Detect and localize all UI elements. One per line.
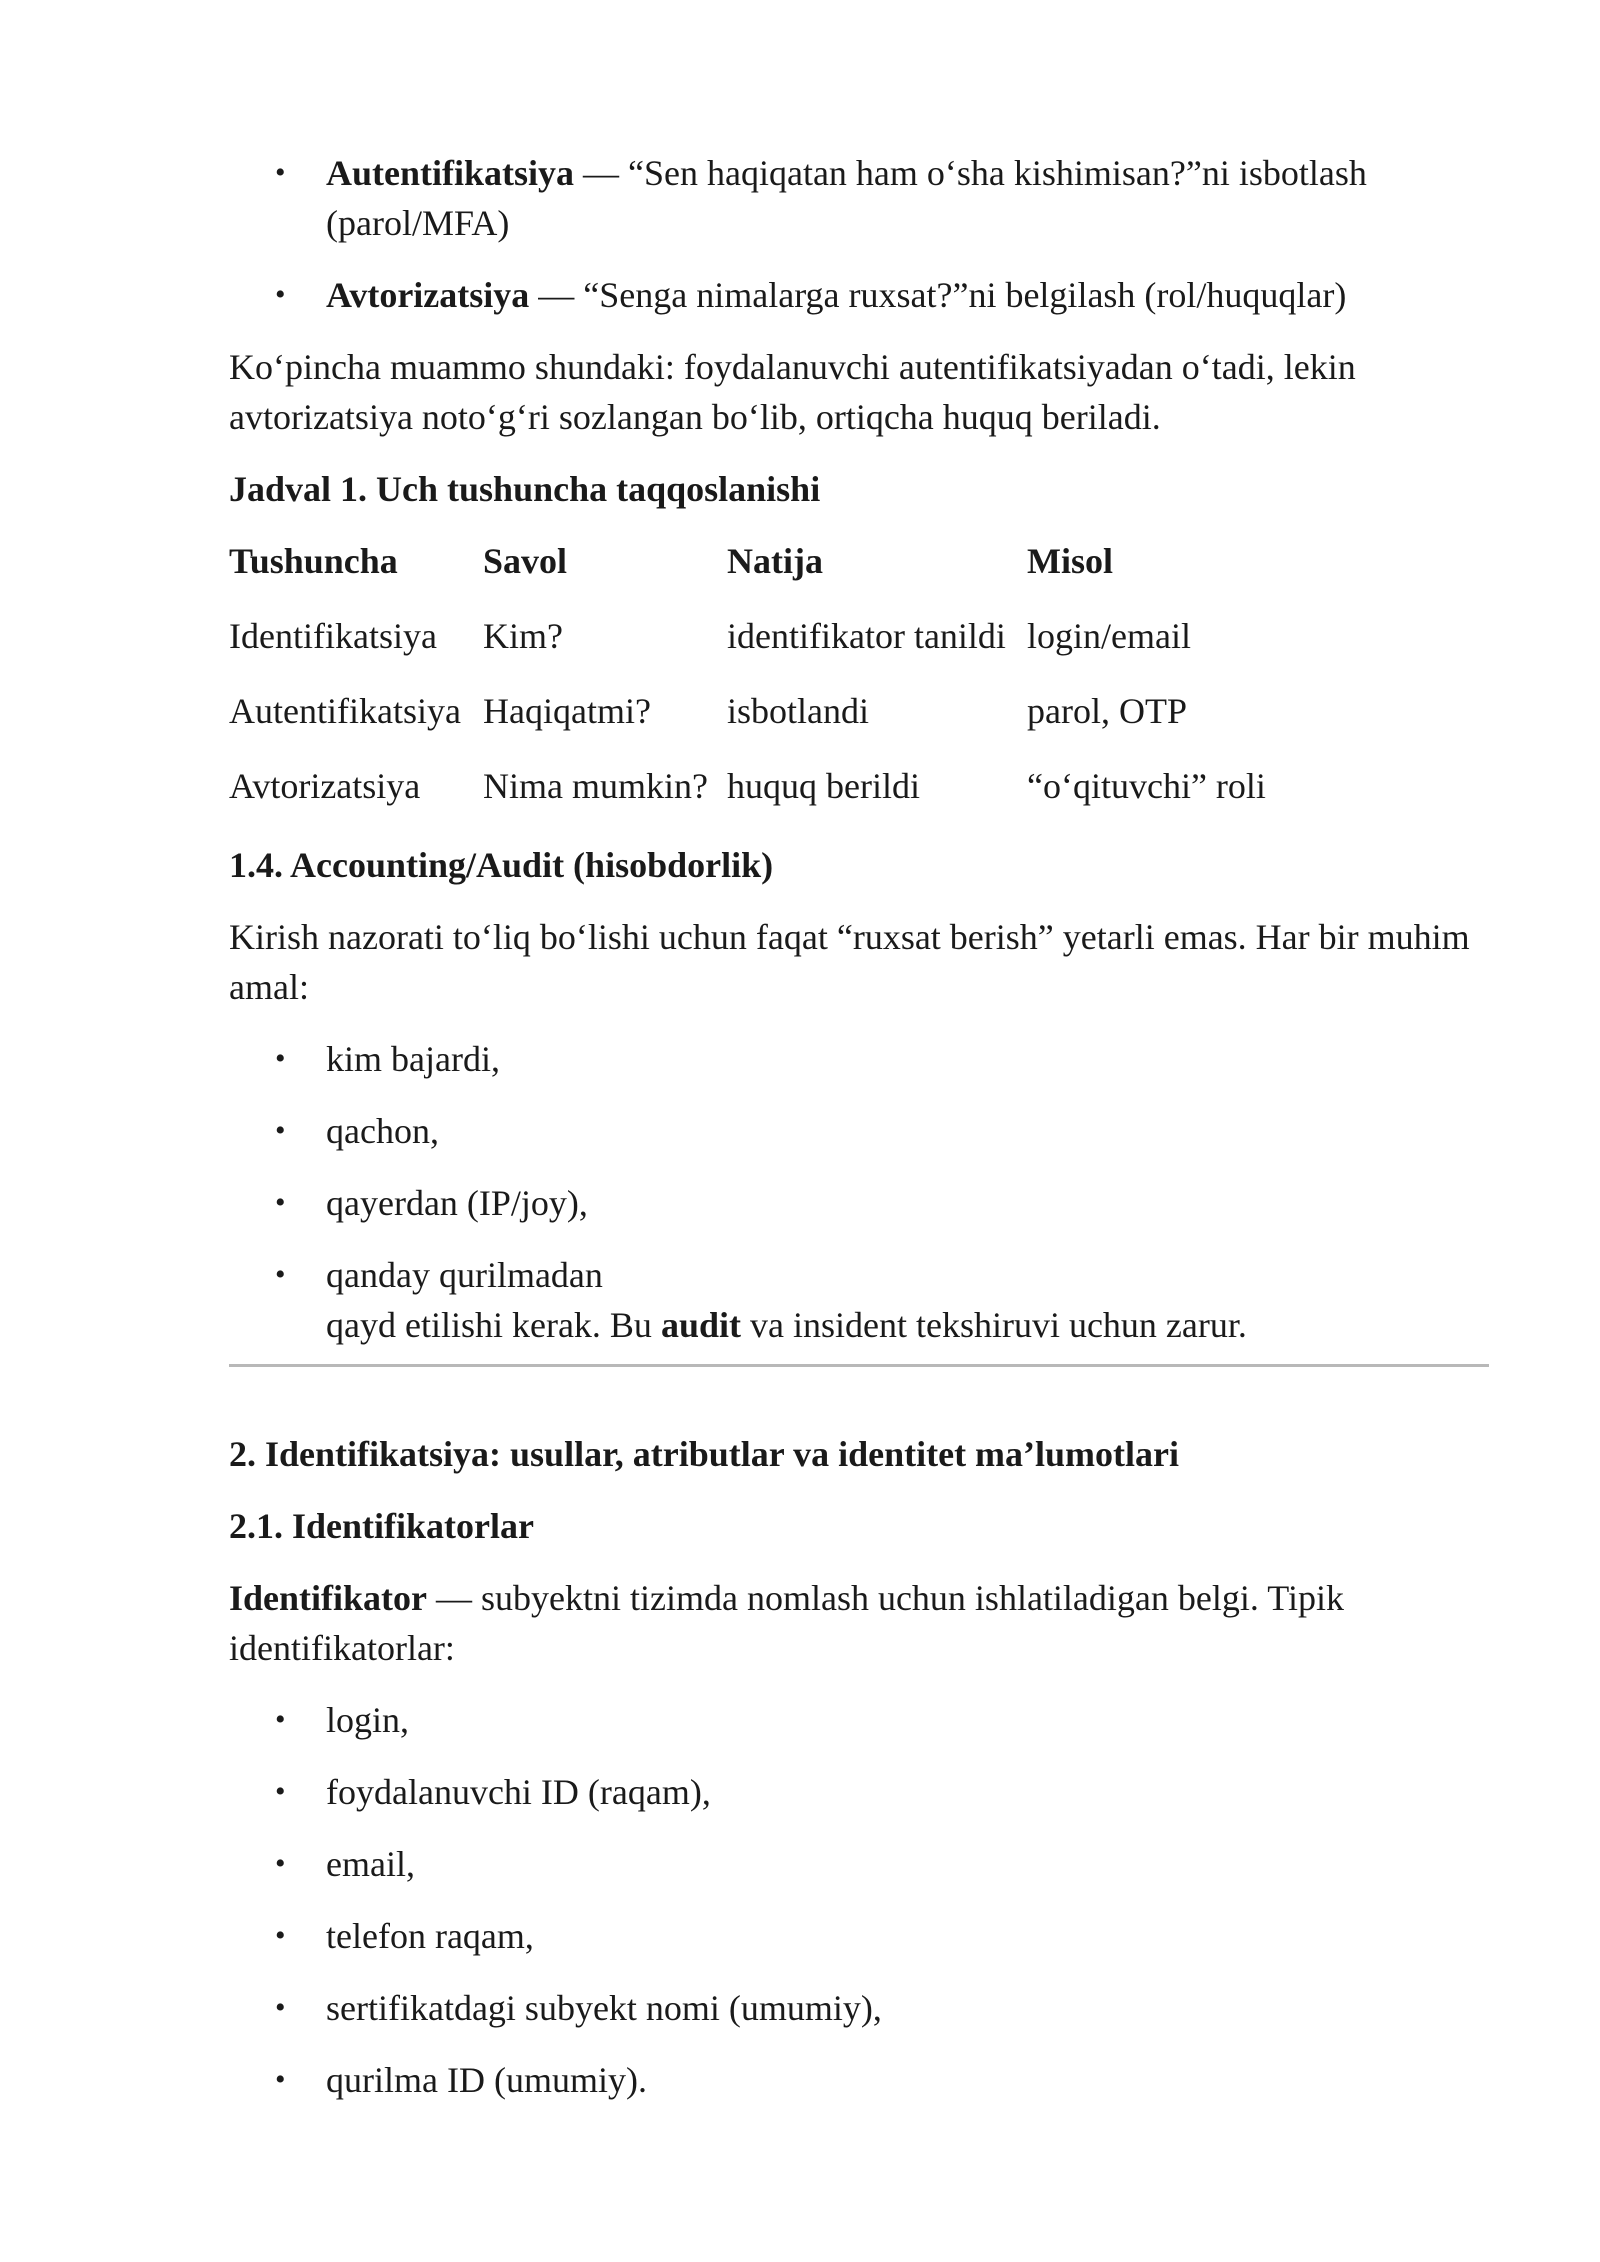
table-cell: Autentifikatsiya bbox=[229, 691, 461, 731]
list-item-text: telefon raqam, bbox=[326, 1916, 534, 1956]
table-cell: Avtorizatsiya bbox=[229, 766, 421, 806]
table-cell: parol, OTP bbox=[1027, 691, 1187, 731]
document-page bbox=[229, 148, 1489, 2127]
list-item-text: qurilma ID (umumiy). bbox=[326, 2060, 647, 2100]
list-item-text: qanday qurilmadan bbox=[326, 1255, 603, 1295]
section-heading-2: 2. Identifikatsiya: usullar, atributlar va identitet ma’lumotlari bbox=[229, 1434, 1180, 1474]
table-cell: Haqiqatmi? bbox=[483, 691, 651, 731]
list-item bbox=[229, 2055, 1489, 2105]
table-cell: identifikator tanildi bbox=[727, 616, 1006, 656]
horizontal-divider bbox=[229, 1364, 1489, 1367]
table-row bbox=[229, 761, 1327, 836]
closing-text: qayd etilishi kerak. Bu bbox=[326, 1305, 661, 1345]
list-item bbox=[229, 270, 1489, 320]
column-header: Savol bbox=[483, 541, 568, 581]
list-item bbox=[229, 1178, 1489, 1228]
bullet-icon: • bbox=[275, 278, 286, 311]
table-cell: huquq berildi bbox=[727, 766, 920, 806]
bullet-icon: • bbox=[275, 1114, 286, 1147]
list-item-text: sertifikatdagi subyekt nomi (umumiy), bbox=[326, 1988, 882, 2028]
column-header: Tushuncha bbox=[229, 541, 398, 581]
table-cell: Identifikatsiya bbox=[229, 616, 437, 656]
list-item bbox=[229, 1839, 1489, 1889]
list-item bbox=[229, 1106, 1489, 1156]
bullet-icon: • bbox=[275, 1258, 286, 1291]
table-row bbox=[229, 611, 1327, 686]
list-item bbox=[229, 1250, 1489, 1350]
bullet-icon: • bbox=[275, 1919, 286, 1952]
bullet-icon: • bbox=[275, 1703, 286, 1736]
problem-paragraph: Ko‘pincha muammo shundaki: foydalanuvchi autentifikatsiyadan o‘tadi, lekin avtorizatsiya noto‘g‘ri sozlangan bo‘lib, ortiqcha huquq beriladi. bbox=[229, 347, 1356, 437]
column-header: Natija bbox=[727, 541, 823, 581]
closing-text-end: va insident tekshiruvi uchun zarur. bbox=[740, 1305, 1247, 1345]
list-item bbox=[229, 1695, 1489, 1745]
closing-bold-term: audit bbox=[660, 1305, 741, 1345]
list-item-text: foydalanuvchi ID (raqam), bbox=[326, 1772, 711, 1812]
table-header-row bbox=[229, 536, 1327, 611]
list-item-text: qayerdan (IP/joy), bbox=[326, 1183, 588, 1223]
table-caption: Jadval 1. Uch tushuncha taqqoslanishi bbox=[229, 469, 821, 509]
list-item bbox=[229, 1034, 1489, 1084]
list-item-text: kim bajardi, bbox=[326, 1039, 500, 1079]
section-heading-2-1: 2.1. Identifikatorlar bbox=[229, 1506, 534, 1546]
bullet-icon: • bbox=[275, 1847, 286, 1880]
intro-bullet-list bbox=[229, 148, 1489, 320]
comparison-table bbox=[229, 536, 1327, 836]
term-label: Autentifikatsiya bbox=[326, 153, 575, 193]
audit-bullet-list bbox=[229, 1034, 1489, 1350]
list-item-text: login, bbox=[326, 1700, 410, 1740]
table-cell: Kim? bbox=[483, 616, 563, 656]
bullet-icon: • bbox=[275, 1186, 286, 1219]
list-item-text: qachon, bbox=[326, 1111, 439, 1151]
term-label: Avtorizatsiya bbox=[326, 275, 530, 315]
bullet-icon: • bbox=[275, 156, 286, 189]
table-cell: Nima mumkin? bbox=[483, 766, 708, 806]
table-cell: “o‘qituvchi” roli bbox=[1027, 766, 1266, 806]
list-item bbox=[229, 148, 1489, 248]
section-heading-1-4: 1.4. Accounting/Audit (hisobdorlik) bbox=[229, 845, 774, 885]
term-description: — “Sen haqiqatan ham o‘sha kishimisan?”ni isbotlash (parol/MFA) bbox=[326, 153, 1367, 243]
bullet-icon: • bbox=[275, 1042, 286, 1075]
bullet-icon: • bbox=[275, 1991, 286, 2024]
definition-paragraph bbox=[229, 1573, 1489, 1673]
table-row bbox=[229, 686, 1327, 761]
list-item bbox=[229, 1911, 1489, 1961]
bullet-icon: • bbox=[275, 1775, 286, 1808]
list-item-text: email, bbox=[326, 1844, 415, 1884]
list-item bbox=[229, 1767, 1489, 1817]
definition-text: — subyektni tizimda nomlash uchun ishlatiladigan belgi. Tipik identifikatorlar: bbox=[229, 1578, 1344, 1668]
column-header: Misol bbox=[1027, 541, 1113, 581]
bullet-icon: • bbox=[275, 2063, 286, 2096]
term-description: — “Senga nimalarga ruxsat?”ni belgilash (rol/huquqlar) bbox=[529, 275, 1347, 315]
table-cell: login/email bbox=[1027, 616, 1191, 656]
definition-term: Identifikator bbox=[229, 1578, 427, 1618]
table-cell: isbotlandi bbox=[727, 691, 869, 731]
list-item bbox=[229, 1983, 1489, 2033]
identifier-bullet-list bbox=[229, 1695, 1489, 2105]
audit-paragraph: Kirish nazorati to‘liq bo‘lishi uchun faqat “ruxsat berish” yetarli emas. Har bir muhim amal: bbox=[229, 917, 1470, 1007]
